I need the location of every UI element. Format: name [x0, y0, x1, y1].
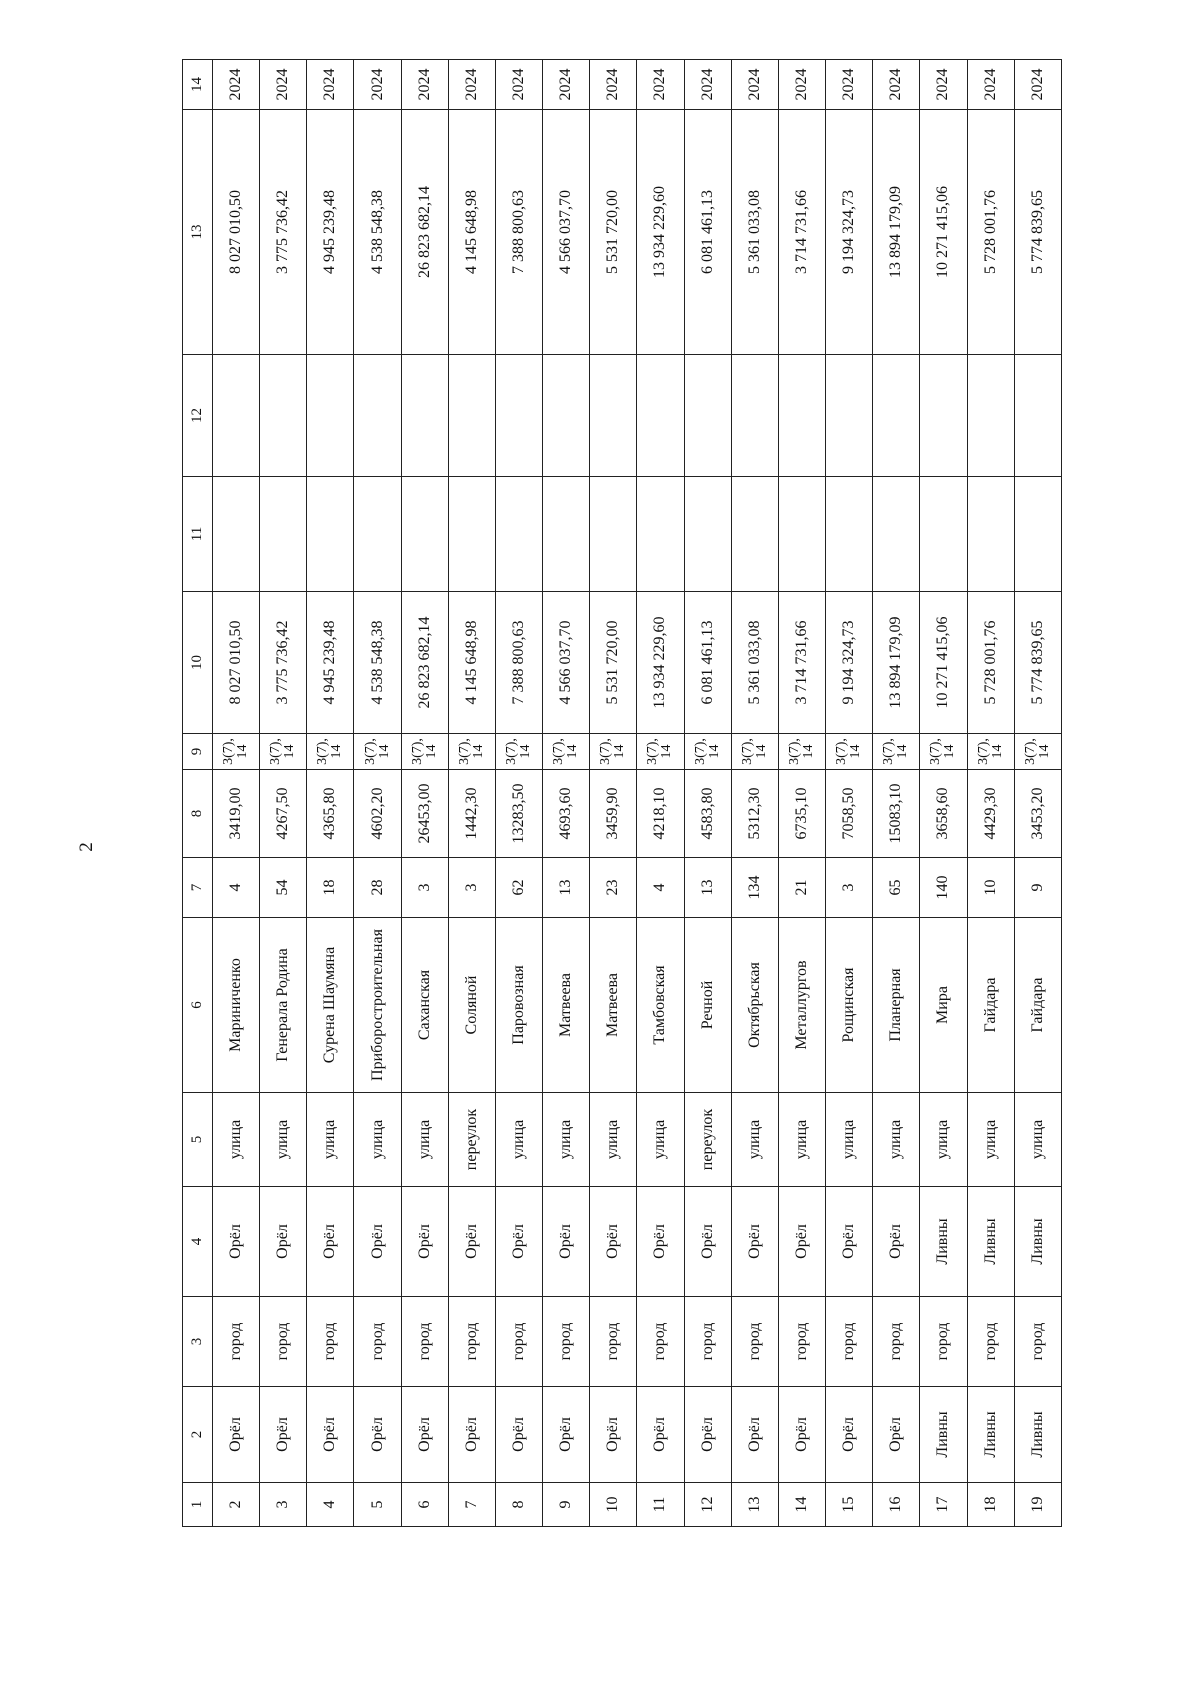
- cell-col-2: Орёл: [637, 1387, 684, 1483]
- cell-col-5: улица: [354, 1093, 401, 1187]
- cell-col-6: Гайдара: [967, 918, 1014, 1093]
- table-row: [637, 60, 684, 1527]
- column-header-8: 8: [183, 770, 213, 858]
- cell-col-3: город: [307, 1297, 354, 1387]
- cell-col-5: улица: [590, 1093, 637, 1187]
- cell-col-7: 13: [543, 858, 590, 918]
- column-header-11: 11: [183, 477, 213, 592]
- cell-col-11: [1014, 477, 1061, 592]
- table-row: [448, 60, 495, 1527]
- cell-col-6: Металлургов: [778, 918, 825, 1093]
- cell-col-13: 10 271 415,06: [920, 110, 967, 355]
- cell-col-6: Октябрьская: [731, 918, 778, 1093]
- cell-col-2: Орёл: [590, 1387, 637, 1483]
- cell-col-10: 13 894 179,09: [873, 592, 920, 734]
- cell-col-1: 16: [873, 1483, 920, 1527]
- cell-col-3: город: [873, 1297, 920, 1387]
- cell-col-12: [826, 355, 873, 477]
- cell-col-2: Ливны: [967, 1387, 1014, 1483]
- cell-col-2: Орёл: [213, 1387, 260, 1483]
- cell-col-14: 2024: [307, 60, 354, 110]
- cell-col-6: Приборостроительная: [354, 918, 401, 1093]
- cell-col-4: Орёл: [590, 1187, 637, 1297]
- cell-col-14: 2024: [967, 60, 1014, 110]
- cell-col-5: улица: [826, 1093, 873, 1187]
- table-row: [873, 60, 920, 1527]
- cell-col-2: Орёл: [307, 1387, 354, 1483]
- cell-col-11: [495, 477, 542, 592]
- cell-col-11: [731, 477, 778, 592]
- cell-col-4: Орёл: [684, 1187, 731, 1297]
- cell-col-11: [590, 477, 637, 592]
- cell-col-14: 2024: [637, 60, 684, 110]
- cell-col-12: [307, 355, 354, 477]
- column-header-12: 12: [183, 355, 213, 477]
- cell-col-4: Орёл: [495, 1187, 542, 1297]
- cell-col-12: [637, 355, 684, 477]
- cell-col-1: 4: [307, 1483, 354, 1527]
- cell-col-3: город: [1014, 1297, 1061, 1387]
- cell-col-12: [684, 355, 731, 477]
- cell-col-9: 3(7), 14: [401, 734, 448, 770]
- cell-col-2: Ливны: [1014, 1387, 1061, 1483]
- cell-col-10: 13 934 229,60: [637, 592, 684, 734]
- cell-col-4: Орёл: [307, 1187, 354, 1297]
- cell-col-2: Орёл: [354, 1387, 401, 1483]
- cell-col-12: [543, 355, 590, 477]
- cell-col-11: [401, 477, 448, 592]
- cell-col-4: Орёл: [260, 1187, 307, 1297]
- cell-col-5: улица: [637, 1093, 684, 1187]
- cell-col-9: 3(7), 14: [1014, 734, 1061, 770]
- cell-col-2: Орёл: [495, 1387, 542, 1483]
- cell-col-4: Орёл: [448, 1187, 495, 1297]
- column-header-14: 14: [183, 60, 213, 110]
- table-row: [307, 60, 354, 1527]
- cell-col-8: 4429,30: [967, 770, 1014, 858]
- cell-col-5: улица: [307, 1093, 354, 1187]
- cell-col-7: 134: [731, 858, 778, 918]
- cell-col-10: 4 945 239,48: [307, 592, 354, 734]
- cell-col-14: 2024: [401, 60, 448, 110]
- cell-col-9: 3(7), 14: [260, 734, 307, 770]
- table-row: [967, 60, 1014, 1527]
- cell-col-13: 7 388 800,63: [495, 110, 542, 355]
- cell-col-2: Орёл: [448, 1387, 495, 1483]
- rotated-table-container: [182, 60, 1062, 1527]
- cell-col-12: [873, 355, 920, 477]
- cell-col-7: 3: [448, 858, 495, 918]
- cell-col-1: 11: [637, 1483, 684, 1527]
- cell-col-4: Орёл: [826, 1187, 873, 1297]
- cell-col-14: 2024: [590, 60, 637, 110]
- cell-col-14: 2024: [778, 60, 825, 110]
- cell-col-7: 18: [307, 858, 354, 918]
- cell-col-2: Орёл: [260, 1387, 307, 1483]
- cell-col-6: Рощинская: [826, 918, 873, 1093]
- table-row: [543, 60, 590, 1527]
- cell-col-13: 5 361 033,08: [731, 110, 778, 355]
- cell-col-3: город: [590, 1297, 637, 1387]
- cell-col-7: 9: [1014, 858, 1061, 918]
- cell-col-3: город: [260, 1297, 307, 1387]
- cell-col-9: 3(7), 14: [826, 734, 873, 770]
- cell-col-10: 5 361 033,08: [731, 592, 778, 734]
- cell-col-13: 4 145 648,98: [448, 110, 495, 355]
- column-header-1: 1: [183, 1483, 213, 1527]
- cell-col-8: 3419,00: [213, 770, 260, 858]
- column-header-2: 2: [183, 1387, 213, 1483]
- cell-col-14: 2024: [543, 60, 590, 110]
- cell-col-11: [778, 477, 825, 592]
- cell-col-6: Гайдара: [1014, 918, 1061, 1093]
- cell-col-8: 13283,50: [495, 770, 542, 858]
- cell-col-8: 15083,10: [873, 770, 920, 858]
- cell-col-10: 4 566 037,70: [543, 592, 590, 734]
- cell-col-5: улица: [920, 1093, 967, 1187]
- cell-col-3: город: [826, 1297, 873, 1387]
- cell-col-11: [543, 477, 590, 592]
- cell-col-4: Орёл: [637, 1187, 684, 1297]
- cell-col-10: 5 531 720,00: [590, 592, 637, 734]
- cell-col-9: 3(7), 14: [213, 734, 260, 770]
- cell-col-2: Орёл: [543, 1387, 590, 1483]
- cell-col-4: Ливны: [1014, 1187, 1061, 1297]
- cell-col-9: 3(7), 14: [543, 734, 590, 770]
- cell-col-5: улица: [731, 1093, 778, 1187]
- cell-col-10: 5 774 839,65: [1014, 592, 1061, 734]
- cell-col-13: 8 027 010,50: [213, 110, 260, 355]
- cell-col-11: [920, 477, 967, 592]
- cell-col-4: Орёл: [354, 1187, 401, 1297]
- table-row: [920, 60, 967, 1527]
- cell-col-6: Речной: [684, 918, 731, 1093]
- cell-col-3: город: [495, 1297, 542, 1387]
- cell-col-7: 3: [401, 858, 448, 918]
- table-row: [731, 60, 778, 1527]
- cell-col-12: [401, 355, 448, 477]
- cell-col-8: 4267,50: [260, 770, 307, 858]
- cell-col-5: улица: [543, 1093, 590, 1187]
- cell-col-1: 3: [260, 1483, 307, 1527]
- cell-col-9: 3(7), 14: [920, 734, 967, 770]
- cell-col-14: 2024: [448, 60, 495, 110]
- cell-col-14: 2024: [684, 60, 731, 110]
- cell-col-6: Паровозная: [495, 918, 542, 1093]
- cell-col-2: Орёл: [826, 1387, 873, 1483]
- cell-col-13: 13 934 229,60: [637, 110, 684, 355]
- column-header-13: 13: [183, 110, 213, 355]
- cell-col-3: город: [920, 1297, 967, 1387]
- cell-col-11: [307, 477, 354, 592]
- cell-col-5: переулок: [684, 1093, 731, 1187]
- cell-col-13: 4 566 037,70: [543, 110, 590, 355]
- cell-col-7: 3: [826, 858, 873, 918]
- cell-col-11: [213, 477, 260, 592]
- cell-col-3: город: [684, 1297, 731, 1387]
- cell-col-9: 3(7), 14: [684, 734, 731, 770]
- cell-col-8: 3453,20: [1014, 770, 1061, 858]
- table-row: [401, 60, 448, 1527]
- cell-col-9: 3(7), 14: [778, 734, 825, 770]
- cell-col-10: 4 145 648,98: [448, 592, 495, 734]
- cell-col-9: 3(7), 14: [590, 734, 637, 770]
- cell-col-8: 6735,10: [778, 770, 825, 858]
- cell-col-1: 2: [213, 1483, 260, 1527]
- table-row: [495, 60, 542, 1527]
- column-header-3: 3: [183, 1297, 213, 1387]
- cell-col-1: 18: [967, 1483, 1014, 1527]
- cell-col-12: [967, 355, 1014, 477]
- cell-col-6: Сурена Шаумяна: [307, 918, 354, 1093]
- cell-col-10: 8 027 010,50: [213, 592, 260, 734]
- cell-col-11: [826, 477, 873, 592]
- cell-col-12: [731, 355, 778, 477]
- cell-col-7: 21: [778, 858, 825, 918]
- table-body: [213, 60, 1062, 1527]
- cell-col-4: Орёл: [731, 1187, 778, 1297]
- cell-col-12: [920, 355, 967, 477]
- cell-col-5: улица: [778, 1093, 825, 1187]
- cell-col-6: Матвеева: [543, 918, 590, 1093]
- table-row: [826, 60, 873, 1527]
- cell-col-1: 5: [354, 1483, 401, 1527]
- cell-col-1: 13: [731, 1483, 778, 1527]
- cell-col-10: 7 388 800,63: [495, 592, 542, 734]
- table-row: [260, 60, 307, 1527]
- cell-col-13: 3 714 731,66: [778, 110, 825, 355]
- cell-col-8: 3658,60: [920, 770, 967, 858]
- cell-col-3: город: [543, 1297, 590, 1387]
- cell-col-1: 9: [543, 1483, 590, 1527]
- cell-col-9: 3(7), 14: [495, 734, 542, 770]
- cell-col-6: Генерала Родина: [260, 918, 307, 1093]
- column-header-5: 5: [183, 1093, 213, 1187]
- cell-col-10: 10 271 415,06: [920, 592, 967, 734]
- cell-col-1: 10: [590, 1483, 637, 1527]
- cell-col-9: 3(7), 14: [307, 734, 354, 770]
- cell-col-9: 3(7), 14: [354, 734, 401, 770]
- table-row: [684, 60, 731, 1527]
- cell-col-6: Соляной: [448, 918, 495, 1093]
- cell-col-7: 28: [354, 858, 401, 918]
- cell-col-5: улица: [213, 1093, 260, 1187]
- cell-col-13: 13 894 179,09: [873, 110, 920, 355]
- cell-col-5: переулок: [448, 1093, 495, 1187]
- cell-col-4: Орёл: [873, 1187, 920, 1297]
- cell-col-1: 8: [495, 1483, 542, 1527]
- cell-col-14: 2024: [260, 60, 307, 110]
- cell-col-14: 2024: [495, 60, 542, 110]
- cell-col-13: 9 194 324,73: [826, 110, 873, 355]
- cell-col-7: 13: [684, 858, 731, 918]
- cell-col-10: 4 538 548,38: [354, 592, 401, 734]
- cell-col-7: 10: [967, 858, 1014, 918]
- cell-col-13: 4 945 239,48: [307, 110, 354, 355]
- column-header-9: 9: [183, 734, 213, 770]
- column-header-4: 4: [183, 1187, 213, 1297]
- cell-col-3: город: [731, 1297, 778, 1387]
- cell-col-5: улица: [1014, 1093, 1061, 1187]
- table-row: [1014, 60, 1061, 1527]
- header-row: [183, 60, 213, 1527]
- cell-col-8: 4365,80: [307, 770, 354, 858]
- cell-col-5: улица: [495, 1093, 542, 1187]
- cell-col-6: Матвеева: [590, 918, 637, 1093]
- cell-col-11: [260, 477, 307, 592]
- cell-col-8: 4693,60: [543, 770, 590, 858]
- cell-col-3: город: [778, 1297, 825, 1387]
- cell-col-14: 2024: [354, 60, 401, 110]
- cell-col-7: 62: [495, 858, 542, 918]
- cell-col-10: 5 728 001,76: [967, 592, 1014, 734]
- cell-col-3: город: [401, 1297, 448, 1387]
- cell-col-1: 17: [920, 1483, 967, 1527]
- cell-col-9: 3(7), 14: [448, 734, 495, 770]
- cell-col-11: [637, 477, 684, 592]
- cell-col-8: 4583,80: [684, 770, 731, 858]
- cell-col-9: 3(7), 14: [637, 734, 684, 770]
- column-header-6: 6: [183, 918, 213, 1093]
- cell-col-9: 3(7), 14: [967, 734, 1014, 770]
- cell-col-12: [260, 355, 307, 477]
- cell-col-12: [778, 355, 825, 477]
- cell-col-11: [448, 477, 495, 592]
- cell-col-10: 26 823 682,14: [401, 592, 448, 734]
- column-header-7: 7: [183, 858, 213, 918]
- cell-col-5: улица: [967, 1093, 1014, 1187]
- cell-col-4: Ливны: [967, 1187, 1014, 1297]
- cell-col-11: [684, 477, 731, 592]
- cell-col-12: [354, 355, 401, 477]
- cell-col-8: 5312,30: [731, 770, 778, 858]
- cell-col-5: улица: [873, 1093, 920, 1187]
- cell-col-13: 5 774 839,65: [1014, 110, 1061, 355]
- cell-col-7: 23: [590, 858, 637, 918]
- table-row: [590, 60, 637, 1527]
- cell-col-3: город: [448, 1297, 495, 1387]
- table-row: [354, 60, 401, 1527]
- cell-col-13: 3 775 736,42: [260, 110, 307, 355]
- cell-col-7: 54: [260, 858, 307, 918]
- cell-col-10: 6 081 461,13: [684, 592, 731, 734]
- cell-col-7: 4: [637, 858, 684, 918]
- table-row: [213, 60, 260, 1527]
- cell-col-2: Орёл: [873, 1387, 920, 1483]
- cell-col-13: 4 538 548,38: [354, 110, 401, 355]
- cell-col-8: 4218,10: [637, 770, 684, 858]
- cell-col-8: 4602,20: [354, 770, 401, 858]
- table-row: [778, 60, 825, 1527]
- cell-col-4: Орёл: [778, 1187, 825, 1297]
- cell-col-4: Орёл: [401, 1187, 448, 1297]
- column-header-10: 10: [183, 592, 213, 734]
- cell-col-4: Орёл: [543, 1187, 590, 1297]
- cell-col-10: 3 714 731,66: [778, 592, 825, 734]
- cell-col-4: Ливны: [920, 1187, 967, 1297]
- cell-col-14: 2024: [826, 60, 873, 110]
- cell-col-5: улица: [401, 1093, 448, 1187]
- cell-col-12: [448, 355, 495, 477]
- cell-col-14: 2024: [1014, 60, 1061, 110]
- cell-col-6: Саханская: [401, 918, 448, 1093]
- cell-col-3: город: [213, 1297, 260, 1387]
- cell-col-2: Орёл: [778, 1387, 825, 1483]
- cell-col-13: 5 728 001,76: [967, 110, 1014, 355]
- cell-col-6: Тамбовская: [637, 918, 684, 1093]
- cell-col-1: 14: [778, 1483, 825, 1527]
- cell-col-12: [1014, 355, 1061, 477]
- cell-col-1: 19: [1014, 1483, 1061, 1527]
- cell-col-11: [354, 477, 401, 592]
- cell-col-14: 2024: [213, 60, 260, 110]
- cell-col-8: 26453,00: [401, 770, 448, 858]
- cell-col-1: 6: [401, 1483, 448, 1527]
- cell-col-11: [967, 477, 1014, 592]
- cell-col-2: Орёл: [731, 1387, 778, 1483]
- cell-col-12: [213, 355, 260, 477]
- cell-col-14: 2024: [920, 60, 967, 110]
- cell-col-11: [873, 477, 920, 592]
- cell-col-1: 15: [826, 1483, 873, 1527]
- cell-col-9: 3(7), 14: [731, 734, 778, 770]
- cell-col-13: 26 823 682,14: [401, 110, 448, 355]
- cell-col-10: 9 194 324,73: [826, 592, 873, 734]
- cell-col-3: город: [967, 1297, 1014, 1387]
- cell-col-4: Орёл: [213, 1187, 260, 1297]
- cell-col-2: Орёл: [401, 1387, 448, 1483]
- page-number: 2: [75, 842, 97, 852]
- data-table: [182, 59, 1062, 1527]
- cell-col-13: 5 531 720,00: [590, 110, 637, 355]
- cell-col-12: [590, 355, 637, 477]
- cell-col-2: Орёл: [684, 1387, 731, 1483]
- cell-col-12: [495, 355, 542, 477]
- cell-col-5: улица: [260, 1093, 307, 1187]
- cell-col-10: 3 775 736,42: [260, 592, 307, 734]
- cell-col-1: 7: [448, 1483, 495, 1527]
- cell-col-6: Мира: [920, 918, 967, 1093]
- cell-col-6: Планерная: [873, 918, 920, 1093]
- cell-col-14: 2024: [873, 60, 920, 110]
- cell-col-3: город: [637, 1297, 684, 1387]
- cell-col-14: 2024: [731, 60, 778, 110]
- cell-col-7: 65: [873, 858, 920, 918]
- cell-col-8: 1442,30: [448, 770, 495, 858]
- cell-col-8: 3459,90: [590, 770, 637, 858]
- cell-col-8: 7058,50: [826, 770, 873, 858]
- cell-col-9: 3(7), 14: [873, 734, 920, 770]
- cell-col-13: 6 081 461,13: [684, 110, 731, 355]
- cell-col-7: 140: [920, 858, 967, 918]
- cell-col-2: Ливны: [920, 1387, 967, 1483]
- cell-col-1: 12: [684, 1483, 731, 1527]
- cell-col-6: Мариниченко: [213, 918, 260, 1093]
- cell-col-7: 4: [213, 858, 260, 918]
- cell-col-3: город: [354, 1297, 401, 1387]
